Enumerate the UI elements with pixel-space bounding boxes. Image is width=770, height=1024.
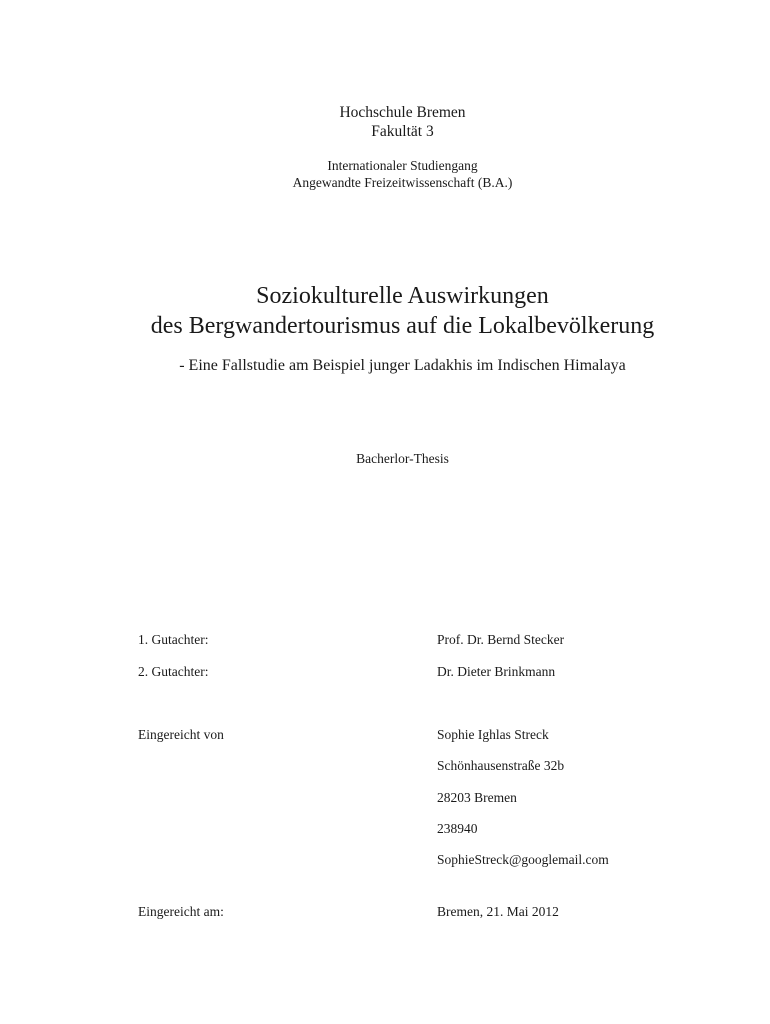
submitted-on-value: Bremen, 21. Mai 2012 xyxy=(437,904,559,919)
submitted-on-label: Eingereicht am: xyxy=(138,904,224,919)
program-line-1: Internationaler Studiengang xyxy=(327,158,478,173)
reviewer-2-name: Dr. Dieter Brinkmann xyxy=(437,664,556,679)
reviewer-1-label: 1. Gutachter: xyxy=(138,632,209,647)
author-city: 28203 Bremen xyxy=(437,790,517,805)
university-header xyxy=(0,103,770,141)
author-street: Schönhausenstraße 32b xyxy=(437,758,565,773)
thesis-type: Bacherlor-Thesis xyxy=(356,451,449,466)
study-program xyxy=(0,157,770,191)
faculty-name: Fakultät 3 xyxy=(371,123,434,140)
author-number: 238940 xyxy=(437,821,478,836)
university-name: Hochschule Bremen xyxy=(339,104,466,121)
title-line-2: des Bergwandertourismus auf die Lokalbevölkerung xyxy=(150,313,655,339)
title-line-1: Soziokulturelle Auswirkungen xyxy=(256,283,549,309)
submitted-by-label: Eingereicht von xyxy=(138,727,224,742)
program-line-2: Angewandte Freizeitwissenschaft (B.A.) xyxy=(292,175,513,190)
author-name: Sophie Ighlas Streck xyxy=(437,727,549,742)
reviewer-2-label: 2. Gutachter: xyxy=(138,664,209,679)
author-email: SophieStreck@googlemail.com xyxy=(437,852,609,867)
thesis-subtitle: - Eine Fallstudie am Beispiel junger Ladakhis im Indischen Himalaya xyxy=(179,357,626,374)
thesis-title xyxy=(0,281,770,341)
reviewer-1-name: Prof. Dr. Bernd Stecker xyxy=(437,632,565,647)
